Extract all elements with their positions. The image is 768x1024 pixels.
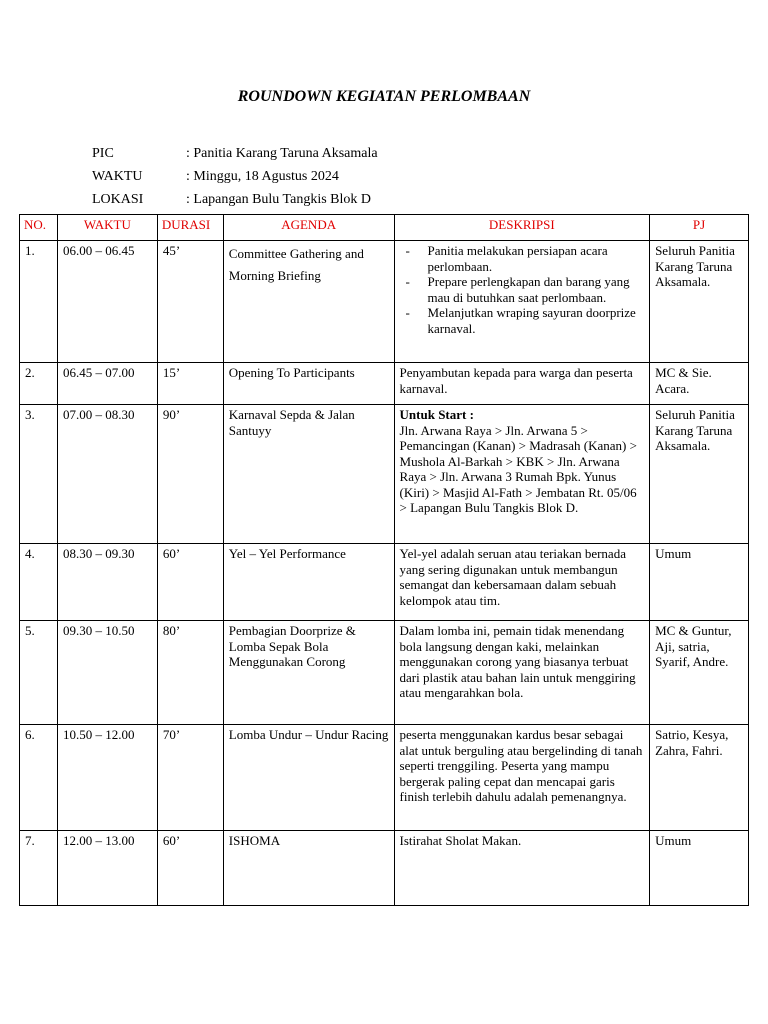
cell-no: 4. xyxy=(20,544,58,621)
description-list xyxy=(400,243,645,336)
route-heading: Untuk Start : xyxy=(399,407,474,422)
meta-pic xyxy=(92,146,378,162)
header-agenda: AGENDA xyxy=(223,215,394,241)
cell-deskripsi: Yel-yel adalah seruan atau teriakan bernada yang sering digunakan untuk membangun semangat dan kebersamaan dalam sebuah kelompok atau tim. xyxy=(394,544,650,621)
table-row xyxy=(20,725,749,831)
cell-pj: Seluruh Panitia Karang Taruna Aksamala. xyxy=(650,241,749,363)
cell-durasi: 80’ xyxy=(157,621,223,725)
header-no: NO. xyxy=(20,215,58,241)
cell-agenda: Lomba Undur – Undur Racing xyxy=(223,725,394,831)
table-row xyxy=(20,544,749,621)
cell-agenda: Committee Gathering and Morning Briefing xyxy=(223,241,394,363)
cell-no: 7. xyxy=(20,831,58,906)
cell-waktu: 09.30 – 10.50 xyxy=(57,621,157,725)
meta-lokasi xyxy=(92,192,371,208)
cell-durasi: 60’ xyxy=(157,831,223,906)
meta-waktu xyxy=(92,169,339,185)
header-deskripsi: DESKRIPSI xyxy=(394,215,650,241)
cell-no: 6. xyxy=(20,725,58,831)
cell-waktu: 10.50 – 12.00 xyxy=(57,725,157,831)
cell-deskripsi: Istirahat Sholat Makan. xyxy=(394,831,650,906)
cell-deskripsi: peserta menggunakan kardus besar sebagai alat untuk berguling atau bergelinding di tanah seperti trenggiling. Peserta yang mampu bergerak paling cepat dan mencapai garis finish terlebih dahulu adalah pemenangnya. xyxy=(394,725,650,831)
meta-value: : Panitia Karang Taruna Aksamala xyxy=(186,146,378,161)
cell-agenda: Yel – Yel Performance xyxy=(223,544,394,621)
cell-agenda: Pembagian Doorprize & Lomba Sepak Bola Menggunakan Corong xyxy=(223,621,394,725)
cell-agenda: Karnaval Sepda & Jalan Santuyy xyxy=(223,405,394,544)
cell-pj: MC & Guntur, Aji, satria, Syarif, Andre. xyxy=(650,621,749,725)
list-item: - Melanjutkan wraping sayuran doorprize karnaval. xyxy=(428,305,645,336)
cell-no: 1. xyxy=(20,241,58,363)
cell-pj: MC & Sie. Acara. xyxy=(650,363,749,405)
table-row xyxy=(20,831,749,906)
cell-deskripsi xyxy=(394,405,650,544)
cell-pj: Seluruh Panitia Karang Taruna Aksamala. xyxy=(650,405,749,544)
rundown-table xyxy=(19,214,749,906)
meta-label: LOKASI xyxy=(92,192,144,207)
cell-deskripsi: Penyambutan kepada para warga dan peserta karnaval. xyxy=(394,363,650,405)
list-item: - Prepare perlengkapan dan barang yang mau di butuhkan saat perlombaan. xyxy=(428,274,645,305)
cell-agenda: ISHOMA xyxy=(223,831,394,906)
cell-pj: Umum xyxy=(650,544,749,621)
route-text: Jln. Arwana Raya > Jln. Arwana 5 > Pemancingan (Kanan) > Madrasah (Kanan) > Mushola Al-Barkah > KBK > Jln. Arwana Raya > Jln. Arwana 3 Rumah Bpk. Yunus (Kiri) > Masjid Al-Fath > Jembatan Rt. 05/06 > Lapangan Bulu Tangkis Blok D. xyxy=(399,422,637,515)
meta-label: PIC xyxy=(92,146,114,161)
table-row xyxy=(20,405,749,544)
cell-durasi: 60’ xyxy=(157,544,223,621)
cell-pj: Umum xyxy=(650,831,749,906)
cell-durasi: 45’ xyxy=(157,241,223,363)
table-header-row xyxy=(20,215,749,241)
cell-agenda: Opening To Participants xyxy=(223,363,394,405)
cell-deskripsi xyxy=(394,241,650,363)
cell-deskripsi: Dalam lomba ini, pemain tidak menendang bola langsung dengan kaki, melainkan menggunakan corong yang biasanya terbuat dari plastik atau bahan lain untuk menggiring atau mengarahkan bola. xyxy=(394,621,650,725)
cell-durasi: 70’ xyxy=(157,725,223,831)
cell-pj: Satrio, Kesya, Zahra, Fahri. xyxy=(650,725,749,831)
cell-waktu: 06.00 – 06.45 xyxy=(57,241,157,363)
cell-no: 2. xyxy=(20,363,58,405)
header-pj: PJ xyxy=(650,215,749,241)
cell-waktu: 12.00 – 13.00 xyxy=(57,831,157,906)
meta-value: : Minggu, 18 Agustus 2024 xyxy=(186,169,339,184)
table-row xyxy=(20,241,749,363)
header-waktu: WAKTU xyxy=(57,215,157,241)
cell-waktu: 08.30 – 09.30 xyxy=(57,544,157,621)
header-durasi: DURASI xyxy=(157,215,223,241)
meta-label: WAKTU xyxy=(92,169,143,184)
cell-durasi: 15’ xyxy=(157,363,223,405)
cell-waktu: 07.00 – 08.30 xyxy=(57,405,157,544)
table-row xyxy=(20,363,749,405)
cell-waktu: 06.45 – 07.00 xyxy=(57,363,157,405)
document-title: ROUNDOWN KEGIATAN PERLOMBAAN xyxy=(237,88,531,105)
table-row xyxy=(20,621,749,725)
cell-durasi: 90’ xyxy=(157,405,223,544)
list-item: - Panitia melakukan persiapan acara perlombaan. xyxy=(428,243,645,274)
meta-value: : Lapangan Bulu Tangkis Blok D xyxy=(186,192,372,207)
cell-no: 3. xyxy=(20,405,58,544)
cell-no: 5. xyxy=(20,621,58,725)
